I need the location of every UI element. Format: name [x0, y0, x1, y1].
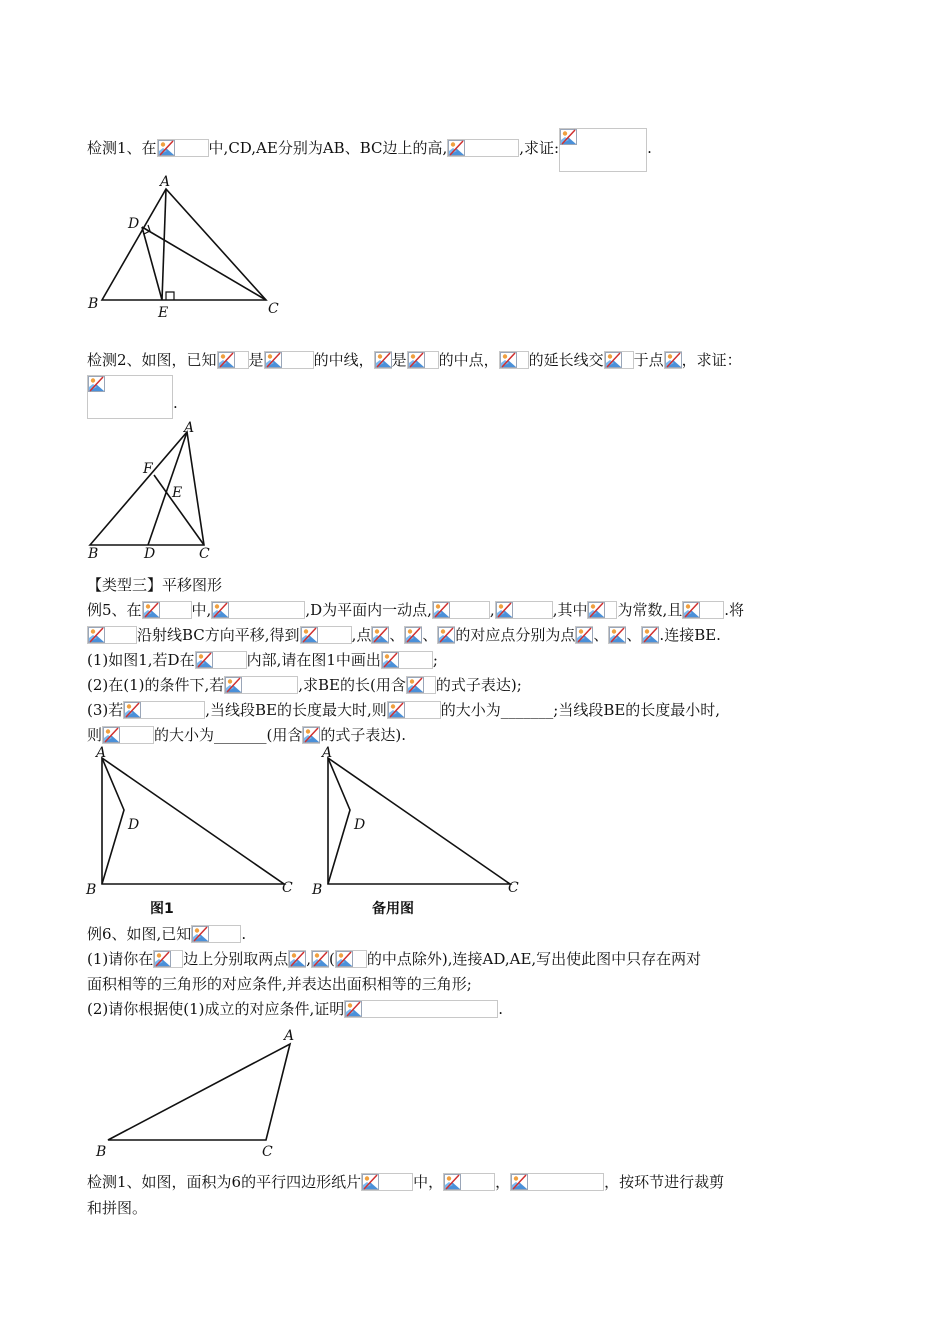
- text: 的大小为_______;当线段BE的长度最小时,: [440, 701, 721, 719]
- section-heading: 【类型三】平移图形: [87, 576, 223, 594]
- jc3-line1: [87, 1172, 724, 1192]
- label-d: D: [354, 817, 366, 833]
- label-d: D: [128, 216, 140, 232]
- label-a: A: [184, 420, 195, 436]
- jc1-line: [87, 138, 652, 172]
- text: 则: [87, 726, 103, 744]
- formula-image: [361, 1173, 413, 1191]
- text: (1)如图1,若D在: [87, 651, 195, 669]
- text: .: [647, 139, 652, 157]
- text: 检测1、如图，面积为6的平行四边形纸片: [87, 1173, 362, 1191]
- formula-image: [406, 676, 436, 694]
- formula-image: [102, 726, 154, 744]
- formula-image: [437, 626, 455, 644]
- text: 的中线，: [313, 351, 374, 369]
- text: ，求证：: [681, 351, 742, 369]
- formula-image: [142, 601, 192, 619]
- text: 例6、如图,已知: [87, 925, 192, 943]
- formula-image: [224, 676, 298, 694]
- formula-image: [510, 1173, 604, 1191]
- ex5-line5: [87, 700, 720, 720]
- text: ,当线段BE的长度最大时,则: [205, 701, 387, 719]
- label-d: D: [128, 817, 140, 833]
- text: ,求BE的长(用含: [298, 676, 406, 694]
- text: 、: [389, 626, 405, 644]
- text: .将: [724, 601, 745, 619]
- figure-triangle-abc-heights: [82, 172, 292, 326]
- text: (1)请你在: [87, 950, 154, 968]
- formula-image: [443, 1173, 495, 1191]
- formula-image: [302, 726, 320, 744]
- figure-example5-fig1: [84, 744, 299, 903]
- ex5-line3: [87, 650, 438, 670]
- text: 中,: [191, 601, 212, 619]
- text: 是: [391, 351, 407, 369]
- text: 的式子表达).: [320, 726, 406, 744]
- formula-image: [288, 950, 306, 968]
- ex6-line4: [87, 999, 503, 1019]
- jc3-line2: 和拼图。: [87, 1199, 148, 1217]
- label-c: C: [282, 880, 293, 896]
- label-c: C: [262, 1144, 273, 1160]
- ex6-line2: [87, 949, 701, 969]
- text: (2)请你根据使(1)成立的对应条件,证明: [87, 1000, 345, 1018]
- formula-image: [344, 1000, 498, 1018]
- label-b: B: [96, 1144, 107, 1160]
- text: 沿射线BC方向平移,得到: [137, 626, 300, 644]
- text: 、: [593, 626, 609, 644]
- ex6-line1: [87, 924, 246, 944]
- jc2-line: [87, 350, 742, 370]
- label-a: A: [96, 745, 107, 761]
- formula-image: [191, 925, 241, 943]
- label-a: A: [284, 1028, 295, 1044]
- formula-image: [374, 351, 392, 369]
- text: 例5、在: [87, 601, 142, 619]
- formula-image: [87, 626, 137, 644]
- formula-image: [157, 139, 209, 157]
- text: 的中点除外),连接AD,AE,写出使此图中只存在两对: [366, 950, 702, 968]
- text: ,求证:: [519, 139, 560, 157]
- text: 中，: [413, 1173, 444, 1191]
- formula-image: [217, 351, 249, 369]
- label-c: C: [268, 301, 279, 317]
- jc2-line2: [87, 375, 178, 419]
- text: ,D为平面内一动点,: [305, 601, 432, 619]
- label-a: A: [160, 174, 171, 190]
- formula-image: [587, 601, 617, 619]
- formula-image: [123, 701, 205, 719]
- text: 、: [626, 626, 642, 644]
- figure-caption: 备用图: [372, 901, 414, 917]
- ex6-line3: 面积相等的三角形的对应条件,并表达出面积相等的三角形;: [87, 975, 472, 993]
- formula-image: [300, 626, 352, 644]
- label-e: E: [158, 305, 169, 321]
- formula-image: [447, 139, 519, 157]
- label-a: A: [322, 745, 333, 761]
- text: ,点: [351, 626, 372, 644]
- ex5-line6: [87, 725, 406, 745]
- text: ;: [432, 651, 438, 669]
- formula-image: [195, 651, 247, 669]
- text: 内部,请在图1中画出: [246, 651, 381, 669]
- formula-image: [432, 601, 490, 619]
- formula-image: [604, 351, 634, 369]
- ex5-line1: [87, 600, 744, 620]
- formula-image: [335, 950, 367, 968]
- text: .: [241, 925, 247, 943]
- figure-caption: 图1: [150, 901, 174, 917]
- formula-image: [682, 601, 724, 619]
- formula-image: [407, 351, 439, 369]
- label-b: B: [88, 296, 99, 312]
- text: 的对应点分别为点: [455, 626, 576, 644]
- text: ，按环节进行裁剪: [604, 1173, 725, 1191]
- formula-image: [264, 351, 314, 369]
- text: 检测1、在: [87, 139, 157, 157]
- text: (2)在(1)的条件下,若: [87, 676, 225, 694]
- text: 的延长线交: [528, 351, 604, 369]
- formula-image: [499, 351, 529, 369]
- formula-image: [153, 950, 183, 968]
- formula-image: [641, 626, 659, 644]
- formula-image: [371, 626, 389, 644]
- figure-triangle-median: [82, 420, 232, 569]
- label-d: D: [144, 546, 156, 562]
- formula-image: [575, 626, 593, 644]
- formula-image: [211, 601, 305, 619]
- text: 为常数,且: [617, 601, 683, 619]
- text: .连接BE.: [659, 626, 721, 644]
- text: .: [498, 1000, 504, 1018]
- text: 边上分别取两点: [183, 950, 289, 968]
- ex5-line4: [87, 675, 522, 695]
- text: 是: [248, 351, 264, 369]
- label-c: C: [199, 546, 210, 562]
- label-f: F: [143, 461, 153, 477]
- label-b: B: [312, 882, 323, 898]
- text: 的中点，: [438, 351, 499, 369]
- label-b: B: [86, 882, 97, 898]
- formula-image: [387, 701, 441, 719]
- text: 检测2、如图，已知: [87, 351, 217, 369]
- text: 的大小为_______(用含: [154, 726, 303, 744]
- formula-image: [664, 351, 682, 369]
- text: (: [329, 950, 335, 968]
- formula-image: [381, 651, 433, 669]
- formula-image: [608, 626, 626, 644]
- formula-image: [495, 601, 553, 619]
- formula-image: [559, 128, 647, 172]
- label-c: C: [508, 880, 519, 896]
- text: ，: [495, 1173, 511, 1191]
- text: ,: [489, 601, 495, 619]
- text: 中,CD,AE分别为AB、BC边上的高,: [208, 139, 448, 157]
- label-b: B: [88, 546, 99, 562]
- text: 、: [422, 626, 438, 644]
- text: ,: [306, 950, 312, 968]
- formula-image: [87, 375, 173, 419]
- formula-image: [404, 626, 422, 644]
- label-e: E: [172, 485, 183, 501]
- text: 的式子表达);: [435, 676, 522, 694]
- formula-image: [311, 950, 329, 968]
- text: 于点: [633, 351, 664, 369]
- text: .: [173, 394, 178, 412]
- figure-example5-spare: [310, 744, 525, 903]
- text: ,其中: [552, 601, 588, 619]
- text: (3)若: [87, 701, 124, 719]
- ex5-line2: [87, 625, 721, 645]
- figure-example6-triangle: [90, 1022, 310, 1166]
